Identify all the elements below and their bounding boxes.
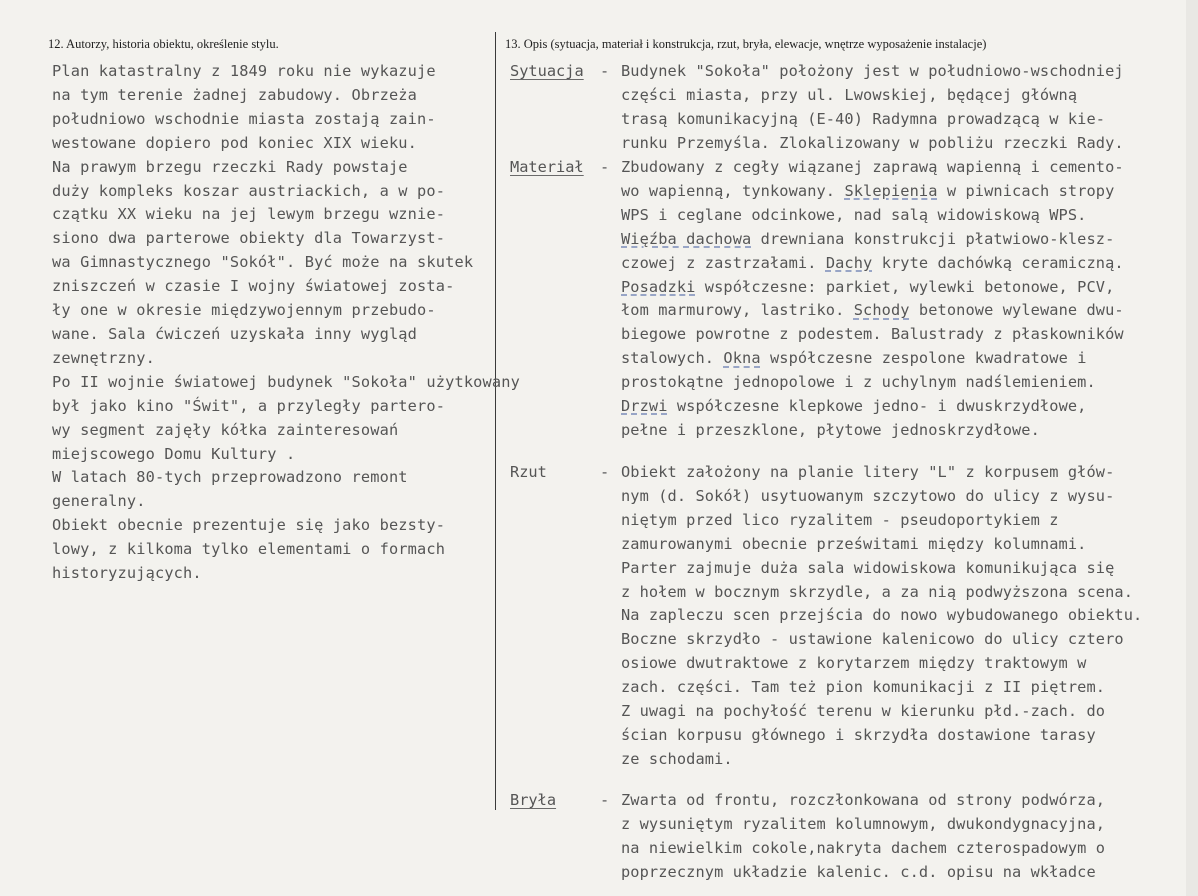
underlined-term: Więźba dachowa	[621, 229, 752, 248]
history-text	[52, 60, 527, 586]
description-line: ze schodami.	[621, 749, 733, 768]
underlined-term: Sklepienia	[844, 181, 938, 200]
description-line: osiowe dwutraktowe z korytarzem między traktowym w	[621, 654, 1087, 673]
history-line: westowane dopiero pod koniec XIX wieku.	[52, 133, 418, 152]
description-line: Na zapleczu scen przejścia do nowo wybudowanego obiektu.	[621, 606, 1143, 625]
description-line: WPS i ceglane odcinkowe, nad salą widowiskową WPS.	[621, 205, 1087, 224]
description-line: czowej z zastrzałami. Dachy kryte dachówką ceramiczną.	[621, 253, 1124, 272]
description-line: Z uwagi na pochyłość terenu w kierunku płd.-zach. do	[621, 702, 1106, 721]
left-column-header: 12. Autorzy, historia obiektu, określenie stylu.	[48, 37, 279, 51]
section-label-rzut: Rzut	[510, 463, 547, 481]
description-line: Obiekt założony na planie litery "L" z korpusem głów-	[621, 463, 1115, 481]
history-line: Na prawym brzegu rzeczki Rady powstaje	[52, 157, 408, 176]
description-line: biegowe powrotne z podestem. Balustrady z płaskowników	[621, 325, 1124, 344]
history-line: czątku XX wieku na jej lewym brzegu wznie-	[52, 205, 446, 224]
description-line: z wysuniętym ryzalitem kolumnowym, dwukondygnacyjna,	[621, 814, 1106, 833]
history-line: ły one w okresie międzywojennym przebudo-	[52, 301, 436, 320]
history-line: wy segment zajęły kółka zainteresowań	[52, 420, 399, 439]
description-line: części miasta, przy ul. Lwowskiej, będącej główną	[621, 85, 1078, 104]
history-line: był jako kino "Świt", a przyległy partero-	[52, 396, 446, 415]
history-line: W latach 80-tych przeprowadzono remont	[52, 468, 408, 487]
section-dash: -	[600, 463, 610, 481]
description-line: nym (d. Sokół) usytuowanym szczytowo do ulicy z wysu-	[621, 486, 1115, 505]
history-line: siono dwa parterowe obiekty dla Towarzyst-	[52, 229, 446, 248]
description-line: poprzecznym układzie kalenic. c.d. opisu na wkładce	[621, 862, 1096, 881]
description-line: ścian korpusu głównego i skrzydła dostawione tarasy	[621, 725, 1096, 744]
section-dash: -	[600, 158, 610, 176]
description-line: zamurowanymi obecnie prześwitami między kolumnami.	[621, 534, 1087, 553]
history-line: zniszczeń w czasie I wojny światowej zosta-	[52, 277, 455, 296]
description-line: na niewielkim cokole,nakryta dachem czterospadowym o	[621, 838, 1106, 857]
description-line: Więźba dachowa drewniana konstrukcji płatwiowo-klesz-	[621, 229, 1115, 248]
description-line: Drzwi współczesne klepkowe jedno- i dwuskrzydłowe,	[621, 397, 1087, 416]
section-dash: -	[600, 62, 610, 80]
underlined-term: Schody	[853, 301, 910, 320]
description-line: wo wapienną, tynkowany. Sklepienia w piwnicach stropy	[621, 181, 1115, 200]
underlined-term: Dachy	[825, 253, 873, 272]
history-line: południowo wschodnie miasta zostają zain-	[52, 109, 436, 128]
section-label-bryla: Bryła	[510, 791, 557, 809]
section-label-material: Materiał	[510, 158, 584, 176]
history-line: wane. Sala ćwiczeń uzyskała inny wygląd	[52, 324, 418, 343]
history-line: lowy, z kilkoma tylko elementami o formach	[52, 540, 446, 559]
description-line: łom marmurowy, lastriko. Schody betonowe wylewane dwu-	[621, 301, 1124, 320]
description-line: Boczne skrzydło - ustawione kalenicowo do ulicy cztero	[621, 630, 1124, 649]
description-line: Zwarta od frontu, rozczłonkowana od strony podwórza,	[621, 791, 1106, 809]
description-line: pełne i przeszklone, płytowe jednoskrzydłowe.	[621, 420, 1040, 439]
history-line: zewnętrzny.	[52, 348, 155, 367]
underlined-term: Okna	[723, 349, 761, 368]
history-line: Obiekt obecnie prezentuje się jako bezsty-	[52, 516, 446, 535]
description-line: zach. części. Tam też pion komunikacji z II piętrem.	[621, 678, 1106, 697]
description-line: Zbudowany z cegły wiązanej zaprawą wapienną i cemento-	[621, 158, 1124, 176]
right-column-header: 13. Opis (sytuacja, materiał i konstrukcja, rzut, bryła, elewacje, wnętrze wyposażenie instalacje)	[505, 37, 987, 51]
underlined-term: Drzwi	[621, 397, 668, 416]
history-line: historyzujących.	[52, 564, 202, 583]
history-line: generalny.	[52, 492, 146, 511]
history-line: na tym terenie żadnej zabudowy. Obrzeża	[52, 85, 418, 104]
history-line: Po II wojnie światowej budynek "Sokoła" użytkowany	[52, 372, 520, 391]
description-line: Posadzki współczesne: parkiet, wylewki betonowe, PCV,	[621, 277, 1115, 296]
history-line: wa Gimnastycznego "Sokół". Być może na skutek	[52, 253, 474, 272]
description-line: prostokątne jednopolowe i z uchylnym nadślemieniem.	[621, 373, 1096, 392]
underlined-term: Posadzki	[621, 277, 696, 296]
section-label-sytuacja: Sytuacja	[510, 62, 584, 80]
description-line: z hołem w bocznym skrzydle, a za nią podwyższona scena.	[621, 582, 1134, 601]
history-line: miejscowego Domu Kultury .	[52, 444, 296, 463]
description-line: Parter zajmuje duża sala widowiskowa komunikująca się	[621, 558, 1115, 577]
description-line: runku Przemyśla. Zlokalizowany w pobliżu rzeczki Rady.	[621, 133, 1124, 152]
section-dash: -	[600, 791, 610, 809]
description-line: Budynek "Sokoła" położony jest w południowo-wschodniej	[621, 62, 1124, 80]
description-line: trasą komunikacyjną (E-40) Radymna prowadzącą w kie-	[621, 109, 1106, 128]
history-line: Plan katastralny z 1849 roku nie wykazuje	[52, 62, 436, 80]
description-line: niętym przed lico ryzalitem - pseudoportykiem z	[621, 510, 1059, 529]
history-line: duży kompleks koszar austriackich, a w po-	[52, 181, 446, 200]
description-line: stalowych. Okna współczesne zespolone kwadratowe i	[621, 349, 1087, 368]
